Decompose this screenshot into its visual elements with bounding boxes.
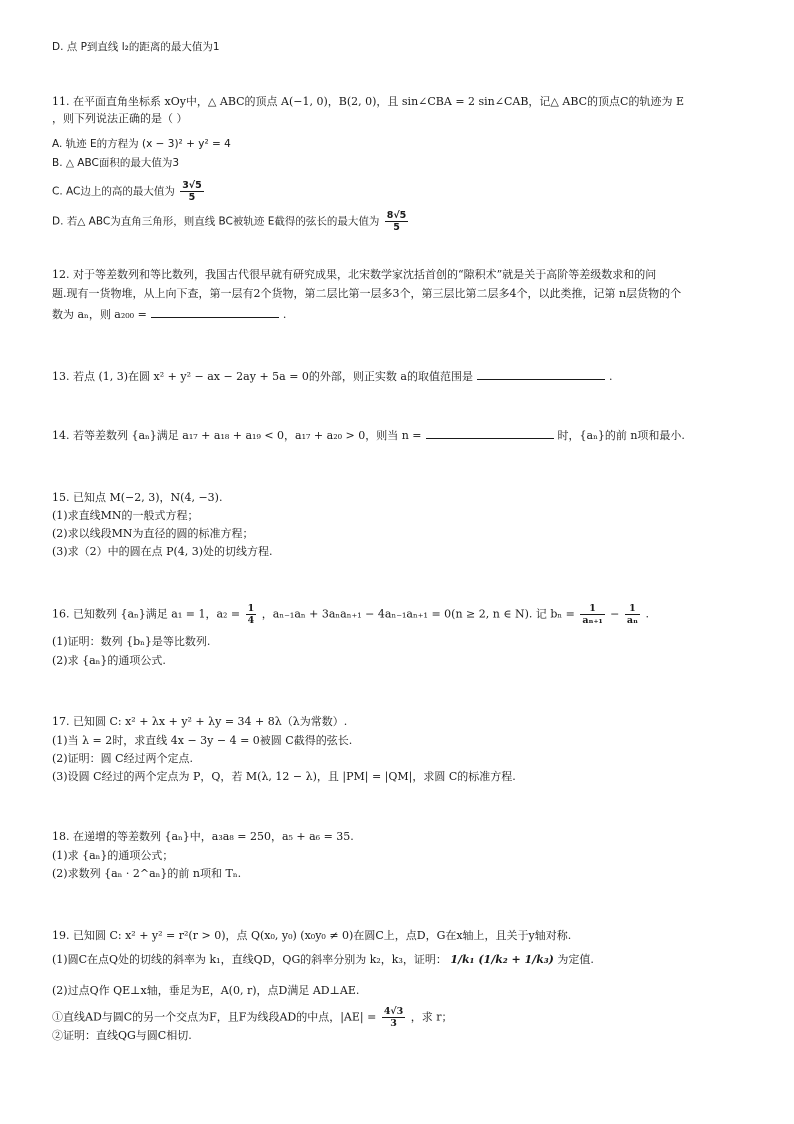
fraction-numerator: 3√5 — [182, 180, 202, 191]
q11-stem-line2: ，则下列说法正确的是（ ） — [52, 112, 188, 125]
q11-option-c-text: C. AC边上的高的最大值为 — [52, 185, 175, 198]
fraction-denominator: 5 — [393, 222, 400, 233]
q17-part3: (3)设圆 C经过的两个定点为 P，Q，若 M(λ, 12 − λ)，且 |PM| = |QM|，求圆 C的标准方程. — [52, 770, 516, 783]
q12-stem-line1: 12. 对于等差数列和等比数列，我国古代很早就有研究成果，北宋数学家沈括首创的“隙积术”就是关于高阶等差级数求和的问 — [52, 268, 657, 281]
q13-text: 13. 若点 (1, 3)在圆 x² + y² − ax − 2ay + 5a = 0的外部，则正实数 a的取值范围是 — [52, 370, 473, 383]
q15-part1: (1)求直线MN的一般式方程； — [52, 509, 199, 522]
q10-option-d: D. 点 P到直线 l₂的距离的最大值为1 — [52, 41, 220, 53]
q12-end: . — [282, 308, 287, 321]
q11-option-c — [52, 180, 754, 203]
answer-blank — [477, 367, 605, 380]
q11-option-b: B. △ ABC面积的最大值为3 — [52, 157, 180, 169]
fraction-denominator: aₙ₊₁ — [582, 615, 603, 626]
q12-stem-line3 — [52, 305, 754, 323]
q16-fraction-b1 — [580, 603, 604, 626]
q19-stem: 19. 已知圆 C: x² + y² = r²(r > 0)，点 Q(x₀, y₀) (x₀y₀ ≠ 0)在圆C上，点D，G在x轴上，且关于y轴对称. — [52, 929, 572, 942]
q16-text-2: ，aₙ₋₁aₙ + 3aₙaₙ₊₁ − 4aₙ₋₁aₙ₊₁ = 0(n ≥ 2, n ∈ N). 记 bₙ = — [261, 607, 575, 621]
q19-part1 — [52, 952, 754, 968]
q14-text: 14. 若等差数列 {aₙ}满足 a₁₇ + a₁₈ + a₁₉ < 0，a₁₇ + a₂₀ > 0，则当 n = — [52, 429, 422, 442]
q15-part2: (2)求以线段MN为直径的圆的标准方程； — [52, 527, 254, 540]
answer-blank — [151, 305, 279, 318]
q19-part1-text: (1)圆C在点Q处的切线的斜率为 k₁，直线QD，QG的斜率分别为 k₂，k₃，证明： — [52, 953, 447, 966]
fraction-numerator: 8√5 — [386, 210, 407, 221]
q19-part2-sub2: ②证明：直线QG与圆C相切. — [52, 1029, 192, 1042]
q19-part1-end: 为定值. — [557, 953, 594, 966]
q19-sub1-text: ①直线AD与圆C的另一个交点为F，且F为线段AD的中点，|AE| = — [52, 1010, 377, 1024]
q16-part2: (2)求 {aₙ}的通项公式. — [52, 654, 166, 667]
fraction-denominator: 3 — [390, 1018, 397, 1029]
q17-stem: 17. 已知圆 C: x² + λx + y² + λy = 34 + 8λ（λ为常数）. — [52, 715, 348, 728]
q14-stem — [52, 426, 754, 444]
fraction-numerator: 1 — [580, 603, 604, 615]
answer-blank — [426, 426, 554, 439]
q15-stem: 15. 已知点 M(−2, 3)，N(4, −3). — [52, 491, 223, 504]
q19-part2: (2)过点Q作 QE⊥x轴，垂足为E，A(0, r)，点D满足 AD⊥AE. — [52, 984, 360, 997]
q12-text: 数为 aₙ，则 a₂₀₀ = — [52, 308, 147, 321]
fraction-numerator: 1 — [625, 603, 640, 615]
q11-option-d-text: D. 若△ ABC为直角三角形，则直线 BC被轨迹 E截得的弦长的最大值为 — [52, 215, 380, 228]
q11-option-a: A. 轨迹 E的方程为 (x − 3)² + y² = 4 — [52, 138, 231, 150]
q17-part2: (2)证明：圆 C经过两个定点. — [52, 752, 193, 765]
q11-option-d-fraction — [385, 210, 409, 233]
fraction-denominator: 4 — [247, 615, 255, 626]
q16-fraction-b2 — [625, 603, 640, 626]
q16-part1: (1)证明：数列 {bₙ}是等比数列. — [52, 635, 211, 648]
q16-text-4: . — [645, 607, 649, 621]
q12-stem-line2: 题.现有一货物堆，从上向下查，第一层有2个货物，第二层比第一层多3个，第三层比第二层多4个，以此类推，记第 n层货物的个 — [52, 287, 682, 300]
q19-part1-expression: 1/k₁ (1/k₂ + 1/k₃) — [450, 953, 554, 966]
q18-part2: (2)求数列 {aₙ · 2^aₙ}的前 n项和 Tₙ. — [52, 867, 242, 880]
fraction-numerator: 1 — [247, 603, 255, 614]
q16-fraction-a2 — [246, 603, 257, 626]
q16-text-1: 16. 已知数列 {aₙ}满足 a₁ = 1，a₂ = — [52, 607, 241, 621]
q11-option-d — [52, 210, 754, 233]
fraction-denominator: 5 — [188, 192, 196, 203]
q11-stem-line1: 11. 在平面直角坐标系 xOy中，△ ABC的顶点 A(−1, 0)，B(2, 0)，且 sin∠CBA = 2 sin∠CAB，记△ ABC的顶点C的轨迹为 E — [52, 95, 684, 108]
q15-part3: (3)求（2）中的圆在点 P(4, 3)处的切线方程. — [52, 545, 273, 558]
q19-sub1-end: ，求 r； — [410, 1010, 453, 1024]
q14-end: 时，{aₙ}的前 n项和最小. — [557, 429, 685, 442]
q18-stem: 18. 在递增的等差数列 {aₙ}中，a₃a₈ = 250，a₅ + a₆ = 35. — [52, 830, 354, 843]
q19-part2-sub1 — [52, 1006, 754, 1029]
q18-part1: (1)求 {aₙ}的通项公式； — [52, 849, 174, 862]
q17-part1: (1)当 λ = 2时，求直线 4x − 3y − 4 = 0被圆 C截得的弦长. — [52, 734, 353, 747]
q13-stem — [52, 367, 754, 385]
q11-option-c-fraction — [180, 180, 204, 203]
fraction-numerator: 4√3 — [383, 1006, 404, 1017]
q19-sub1-fraction — [382, 1006, 405, 1029]
q13-end: . — [609, 370, 613, 383]
q16-text-3: − — [610, 607, 620, 621]
fraction-denominator: aₙ — [626, 615, 638, 626]
q16-stem — [52, 603, 754, 626]
